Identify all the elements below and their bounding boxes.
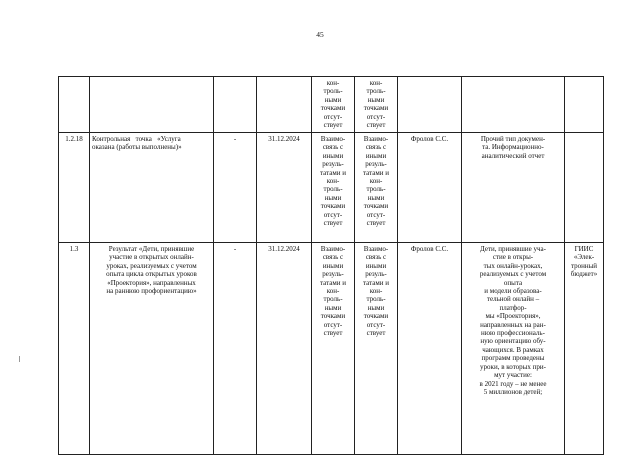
text-line: ными <box>324 193 342 202</box>
text-line: в 2021 году – не менее <box>479 379 547 388</box>
text-line: ствует <box>323 329 343 338</box>
relation-cell <box>312 243 355 455</box>
text-line: кон- <box>326 287 340 296</box>
text-line: кон- <box>326 177 340 186</box>
dash-cell <box>214 77 257 133</box>
text-line: иными <box>365 151 387 160</box>
date-cell: 31.12.2024 <box>257 243 312 455</box>
row-number-cell: 1.3 <box>59 243 90 455</box>
relation-cell <box>312 133 355 243</box>
text-line: отсут- <box>366 112 386 121</box>
text-line: и модели образова- <box>484 287 542 296</box>
relation-cell <box>355 77 398 133</box>
text-line: иными <box>365 261 387 270</box>
system-cell <box>565 243 604 455</box>
text-line: опыта <box>503 278 523 287</box>
text-line: троль- <box>366 87 386 96</box>
text-line: ствует <box>366 121 386 130</box>
text-line: кон- <box>369 177 383 186</box>
text-line: ствует <box>323 219 343 228</box>
row-number-cell: 1.2.18 <box>59 133 90 243</box>
text-line: мы «Проектория», <box>485 312 541 321</box>
text-line: опыта цикла открытых уроков <box>106 270 197 279</box>
table-row <box>59 243 604 455</box>
text-line: Взаимо- <box>363 245 389 253</box>
responsible-cell: Фролов С.С. <box>398 243 462 455</box>
text-line: кон- <box>369 79 383 87</box>
text-line: точками <box>320 202 346 211</box>
text-line: татами и <box>363 168 389 177</box>
text-line: тельной онлайн – <box>486 295 540 304</box>
document-cell <box>462 243 565 455</box>
text-line: тронный <box>570 261 598 270</box>
text-line: Результат «Дети, принявшие <box>108 245 195 253</box>
text-line: резуль- <box>365 270 387 279</box>
text-line: ствует <box>323 121 343 130</box>
relation-cell <box>312 77 355 133</box>
text-line: точками <box>363 202 389 211</box>
text-line: чающихся. В рамках <box>482 345 544 354</box>
page-number: 45 <box>316 30 324 39</box>
text-line: отсут- <box>323 112 343 121</box>
margin-mark <box>19 356 20 362</box>
text-line: ствует <box>366 219 386 228</box>
table-row <box>59 77 604 133</box>
text-line: ными <box>324 95 342 104</box>
text-line: оказана (работы выполнены)» <box>92 143 182 152</box>
text-line: ную ориентацию обу- <box>480 337 546 346</box>
responsible-cell <box>398 77 462 133</box>
relation-cell <box>355 243 398 455</box>
name-cell <box>90 133 214 243</box>
text-line: Взаимо- <box>363 135 389 143</box>
table-row <box>59 133 604 243</box>
text-line: резуль- <box>322 160 344 169</box>
text-line: точками <box>363 312 389 321</box>
text-line: татами и <box>320 278 346 287</box>
text-line: троль- <box>366 295 386 304</box>
text-line: уроки, в которых при- <box>480 362 546 371</box>
text-line: аналитический отчет <box>481 151 545 160</box>
text-line: программ проведены <box>481 354 545 363</box>
text-line: ными <box>367 193 385 202</box>
text-line: Дети, принявшие уча- <box>480 245 546 253</box>
text-line: бюджет» <box>570 270 598 279</box>
text-line: отсут- <box>323 320 343 329</box>
text-line: та. Информационно- <box>482 143 544 152</box>
text-line: ГИИС <box>574 245 594 253</box>
name-cell <box>90 243 214 455</box>
text-line: мут участие: <box>494 371 532 380</box>
text-line: отсут- <box>366 320 386 329</box>
text-line: троль- <box>323 87 343 96</box>
text-line: связь с <box>322 143 344 152</box>
date-cell <box>257 77 312 133</box>
system-cell <box>565 133 604 243</box>
text-line: «Проектория», направленных <box>107 278 196 287</box>
text-line: татами и <box>320 168 346 177</box>
plan-table <box>58 76 604 455</box>
text-line: «Элек- <box>573 253 595 262</box>
text-line: ными <box>367 303 385 312</box>
text-line: ствует <box>366 329 386 338</box>
text-line: стие в откры- <box>492 253 534 262</box>
text-line: точками <box>320 312 346 321</box>
text-line: ными <box>324 303 342 312</box>
name-cell <box>90 77 214 133</box>
text-line: ными <box>367 95 385 104</box>
text-line: отсут- <box>323 210 343 219</box>
text-line: направленных на ран- <box>480 320 546 329</box>
text-line: кон- <box>326 79 340 87</box>
text-line: на раннюю профориентацию» <box>106 287 197 296</box>
document-cell <box>462 133 565 243</box>
text-line: троль- <box>366 185 386 194</box>
text-line: троль- <box>323 185 343 194</box>
text-line: точками <box>363 104 389 113</box>
text-line: троль- <box>323 295 343 304</box>
text-line: тых онлайн-уроках, <box>483 261 543 270</box>
text-line: платфор- <box>499 303 527 312</box>
text-line: уроках, реализуемых с учетом <box>106 261 197 270</box>
text-line: Контрольная точка «Услуга <box>92 135 181 143</box>
system-cell <box>565 77 604 133</box>
text-line: резуль- <box>322 270 344 279</box>
date-cell: 31.12.2024 <box>257 133 312 243</box>
relation-cell <box>355 133 398 243</box>
text-line: кон- <box>369 287 383 296</box>
text-line: Взаимо- <box>320 135 346 143</box>
text-line: татами и <box>363 278 389 287</box>
text-line: реализуемых с учетом <box>479 270 547 279</box>
text-line: отсут- <box>366 210 386 219</box>
dash-cell: - <box>214 133 257 243</box>
text-line: точками <box>320 104 346 113</box>
text-line: Прочий тип докумен- <box>480 135 546 143</box>
text-line: нюю профессиональ- <box>481 329 545 338</box>
text-line: связь с <box>365 143 387 152</box>
document-cell <box>462 77 565 133</box>
text-line: участие в открытых онлайн- <box>109 253 194 262</box>
text-line: 5 миллионов детей; <box>483 387 543 396</box>
text-line: связь с <box>365 253 387 262</box>
text-line: иными <box>322 261 344 270</box>
text-line: связь с <box>322 253 344 262</box>
dash-cell: - <box>214 243 257 455</box>
responsible-cell: Фролов С.С. <box>398 133 462 243</box>
text-line: резуль- <box>365 160 387 169</box>
row-number-cell <box>59 77 90 133</box>
text-line: Взаимо- <box>320 245 346 253</box>
text-line: иными <box>322 151 344 160</box>
